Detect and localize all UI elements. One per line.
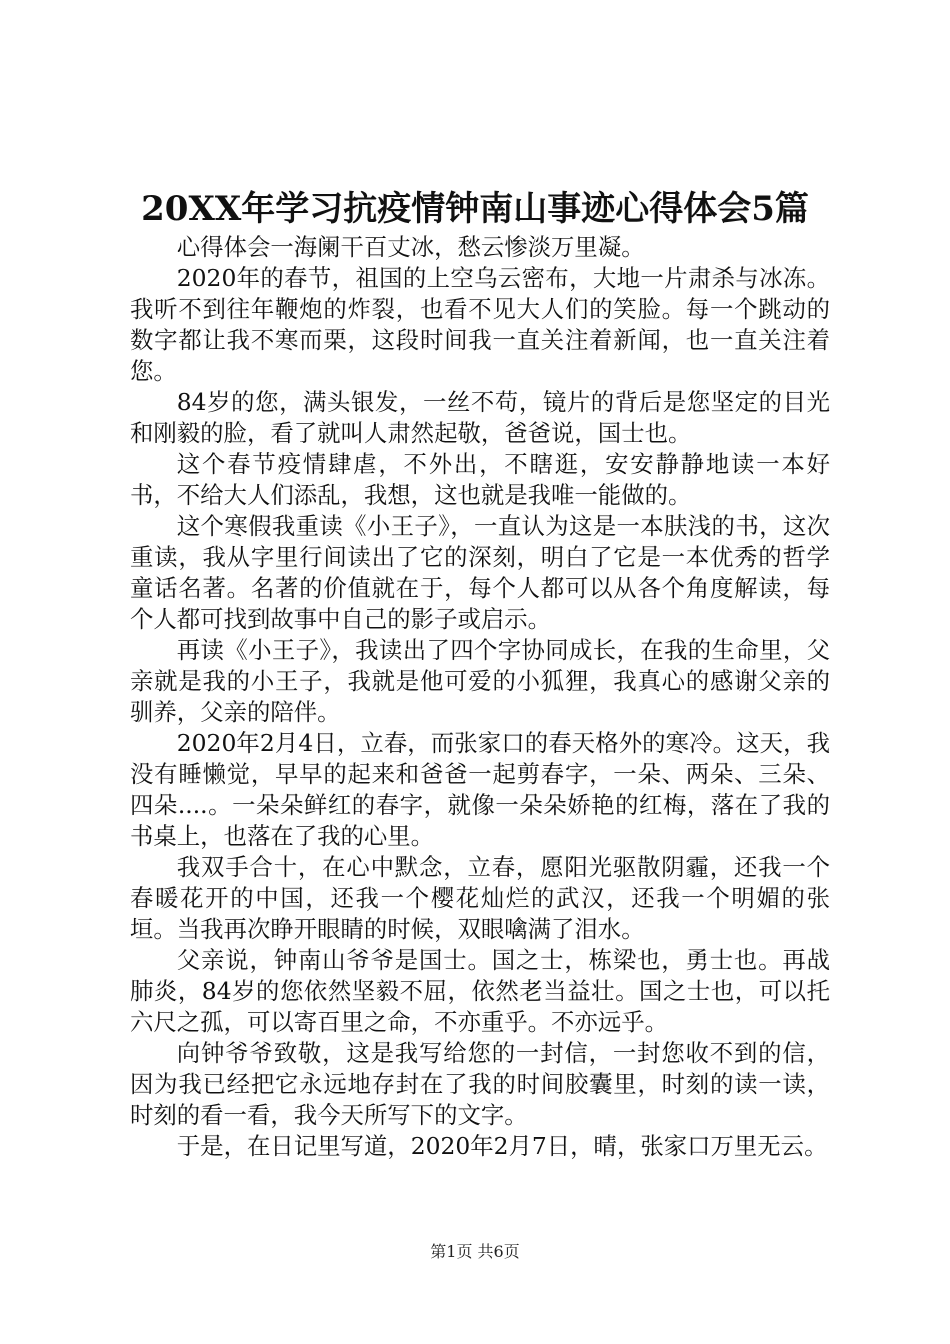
paragraph-1: 心得体会一海阑干百丈冰，愁云惨淡万里凝。 [176, 233, 645, 261]
paragraph-10: 向钟爷爷致敬，这是我写给您的一封信，一封您收不到的信，因为我已经把它永远地存封在了我的时间胶囊里，时刻的读一读，时刻的看一看，我今天所写下的文字。 [130, 1039, 830, 1129]
paragraph-2: 2020年的春节，祖国的上空乌云密布，大地一片肃杀与冰冻。我听不到往年鞭炮的炸裂，也看不见大人们的笑脸。每一个跳动的数字都让我不寒而栗，这段时间我一直关注着新闻，也一直关注着您。 [130, 264, 830, 385]
paragraph-11: 于是，在日记里写道，2020年2月7日，晴，张家口万里无云。 [176, 1132, 828, 1160]
paragraph-5: 这个寒假我重读《小王子》，一直认为这是一本肤浅的书，这次重读，我从字里行间读出了它的深刻，明白了它是一本优秀的哲学童话名著。名著的价值就在于，每个人都可以从各个角度解读，每个人都可找到故事中自己的影子或启示。 [130, 512, 830, 633]
page-number-footer: 第1页 共6页 [430, 1242, 520, 1261]
paragraph-9: 父亲说，钟南山爷爷是国士。国之士，栋梁也，勇士也。再战肺炎，84岁的您依然坚毅不屈，依然老当益壮。国之士也，可以托六尺之孤，可以寄百里之命，不亦重乎。不亦远乎。 [130, 946, 830, 1036]
paragraph-7: 2020年2月4日，立春，而张家口的春天格外的寒冷。这天，我没有睡懒觉，早早的起来和爸爸一起剪春字，一朵、两朵、三朵、四朵....。一朵朵鲜红的春字，就像一朵朵娇艳的红梅，落在了我的书桌上，也落在了我的心里。 [130, 729, 830, 850]
document-body [130, 232, 830, 1162]
paragraph-4: 这个春节疫情肆虐，不外出，不瞎逛，安安静静地读一本好书，不给大人们添乱，我想，这也就是我唯一能做的。 [130, 450, 830, 509]
document-title: 20XX年学习抗疫情钟南山事迹心得体会5篇 [141, 189, 809, 229]
paragraph-8: 我双手合十，在心中默念，立春，愿阳光驱散阴霾，还我一个春暖花开的中国，还我一个樱花灿烂的武汉，还我一个明媚的张垣。当我再次睁开眼睛的时候，双眼噙满了泪水。 [130, 853, 830, 943]
paragraph-3: 84岁的您，满头银发，一丝不苟，镜片的背后是您坚定的目光和刚毅的脸，看了就叫人肃然起敬，爸爸说，国士也。 [130, 388, 830, 447]
paragraph-6: 再读《小王子》，我读出了四个字协同成长，在我的生命里，父亲就是我的小王子，我就是他可爱的小狐狸，我真心的感谢父亲的驯养，父亲的陪伴。 [130, 636, 830, 726]
